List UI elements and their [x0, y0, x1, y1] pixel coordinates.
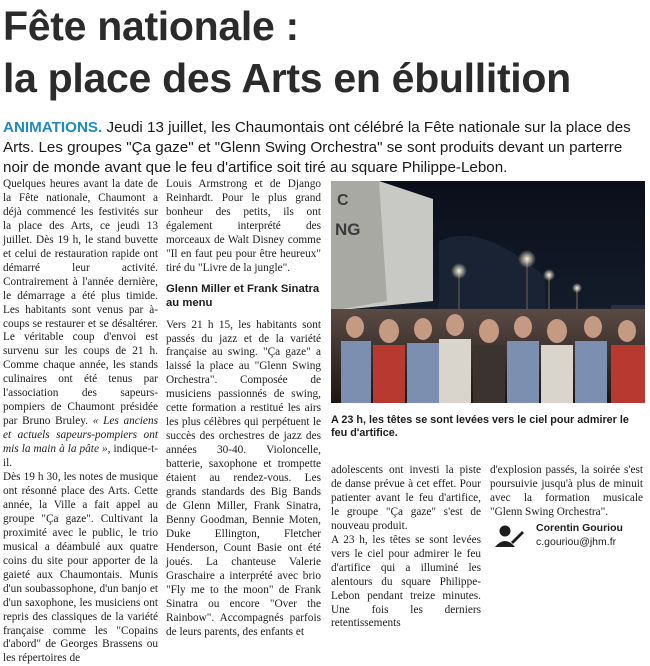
headline-line-2: la place des Arts en ébullition: [3, 55, 571, 101]
article-column-4: [490, 464, 643, 520]
photo-illustration: [331, 181, 645, 403]
paragraph-text: , indique-t-il.: [3, 443, 158, 470]
svg-text:NG: NG: [335, 220, 361, 239]
headline-line-1: Fête nationale :: [3, 3, 299, 49]
article-column-2: [166, 178, 321, 640]
author-name: Corentin Gouriou: [536, 522, 623, 534]
headline: [3, 0, 648, 104]
paragraph: [3, 178, 158, 471]
section-kicker: ANIMATIONS.: [3, 119, 103, 136]
paragraph: Louis Armstrong et de Django Reinhardt. Pour le plus grand bonheur des petits, ils ont également interprété des morceaux de Walt Disney comme "Il en faut peu pour être heureux" tiré du "Livre de la jungle".: [166, 178, 321, 274]
paragraph-text: Quelques heures avant la date de la Fête nationale, Chaumont a déjà commencé les festivités sur la place des Arts, ce jeudi 13 juillet. Dès 19 h, le stand buvette et celui de restauration rapide ont démarré leur activité. Contrairement à l'année dernière, le démarrage a été plus timide. Les habitants sont venus par à-coups se restaurer et se désaltérer. Le véritable coup d'envoi est survenu sur les coups de 21 h. Comme chaque année, les stands culinaires ont été tenus par l'association des sapeurs-pompiers de Chaumont présidée par Bruno Bruley.: [3, 178, 158, 428]
svg-text:C: C: [337, 192, 349, 209]
author-byline: [494, 522, 644, 552]
photo-caption: A 23 h, les têtes se sont levées vers le ciel pour admirer le feu d'artifice.: [331, 414, 629, 439]
author-email[interactable]: c.gouriou@jhm.fr: [536, 536, 617, 548]
paragraph: adolescents ont investi la piste de danse prévue à cet effet. Pour patienter avant le feu d'artifice, le groupe "Ça gaze" s'est de nouveau produit.: [331, 464, 481, 532]
paragraph: Dès 19 h 30, les notes de musique ont résonné place des Arts. Cette année, la Ville a fait appel au groupe "Ça gaze". Cultivant la proximité avec le public, le trio musical a déambulé aux quatre coins du site pour apporter de la gaieté aux Chaumontais. Munis d'un soubassophone, d'un banjo et d'un saxophone, les musiciens ont repris des classiques de la variété française comme les "Copains d'abord" de Georges Brassens ou les répertoires de: [3, 471, 158, 665]
writer-icon: [494, 524, 524, 548]
photo-crowd-fireworks: [331, 181, 645, 403]
paragraph: Vers 21 h 15, les habitants sont passés du jazz et de la variété française au swing. "Ça gaze" a laissé la place au "Glenn Swing Orchestra". Composée de musiciens passionnés de swing, cette formation a restitué les airs les plus célèbres qui perpétuent le succès des orchestres de jazz des années 30-40. Violoncelle, batterie, saxophone et trompette étaient au rendez-vous. Les grands standards des Big Bands de Glenn Miller, Frank Sinatra, Benny Goodman, Bennie Moten, Duke Ellington, Fletcher Henderson, Count Basie ont été joués. La chanteuse Valerie Graschaire a interprété avec brio "Fly me to the moon" de Frank Sinatra ou encore "Over the Rainbow". Accompagnés parfois de leurs parents, des enfants et: [166, 318, 321, 638]
standfirst-text: Jeudi 13 juillet, les Chaumontais ont célébré la Fête nationale sur la place des Arts. Les groupes "Ça gaze" et "Glenn Swing Orchestra" se sont produits devant un parterre noir de monde avant que le feu d'artifice soit tiré au square Philippe-Lebon.: [3, 119, 631, 176]
pull-quote: « Les anciens et actuels sapeurs-pompiers ont mis la main à la pâte »: [3, 415, 158, 456]
paragraph: A 23 h, les têtes se sont levées vers le ciel pour admirer le feu d'artifice qui a illuminé les alentours du square Philippe-Lebon pendant treize minutes. Une fois les derniers retentissements: [331, 533, 481, 630]
subheading: Glenn Miller et Frank Sinatra au menu: [166, 282, 320, 309]
article-column-1: [3, 178, 158, 666]
paragraph: d'explosion passés, la soirée s'est poursuivie jusqu'à plus de minuit avec la formation musicale "Glenn Swing Orchestra".: [490, 464, 643, 518]
article-column-3: [331, 464, 481, 631]
standfirst: [3, 118, 648, 178]
